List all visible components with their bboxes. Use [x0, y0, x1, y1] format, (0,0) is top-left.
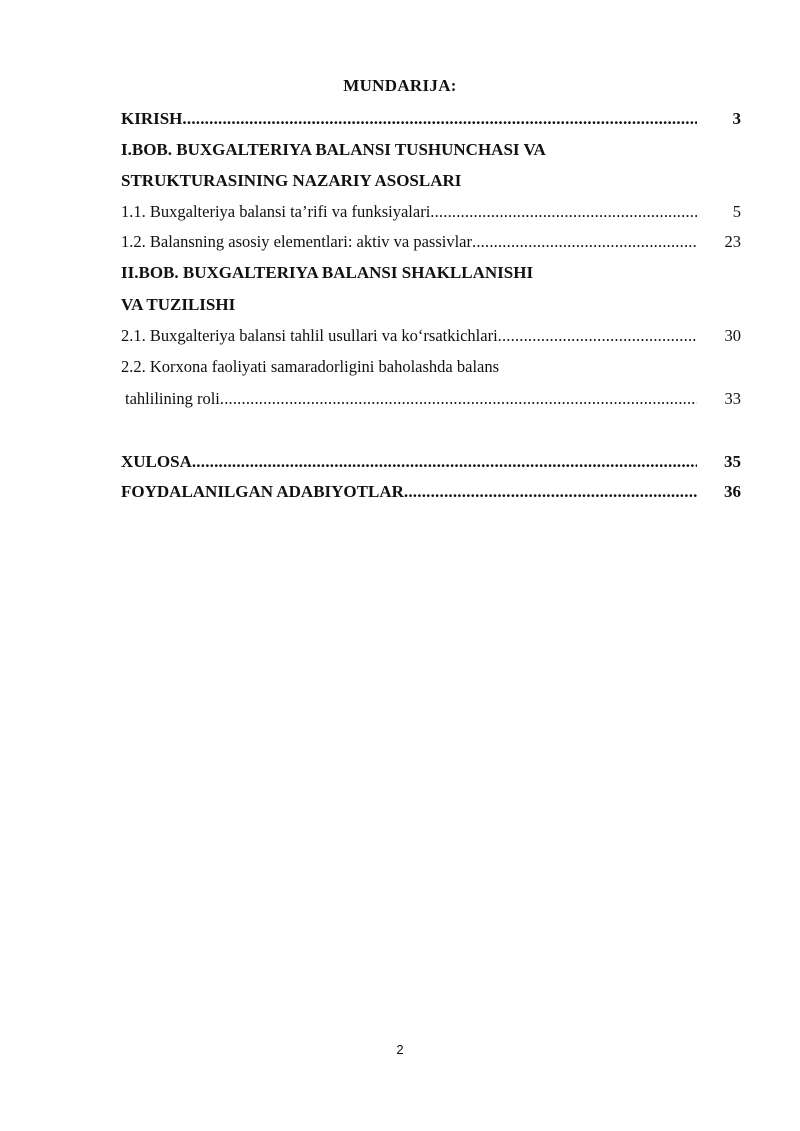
- page-number: 2: [396, 1042, 404, 1057]
- chapter-2-heading-line-2: VA TUZILISHI: [121, 295, 236, 314]
- toc-entry-label: 1.2. Balansning asosiy elementlari: aktiv va passivlar: [121, 232, 473, 251]
- dot-leader: [404, 480, 697, 504]
- toc-entry-1-2: [121, 230, 741, 254]
- toc-entry-2-2: [121, 387, 741, 411]
- dot-leader: [430, 200, 697, 224]
- toc-page-number: 35: [724, 452, 741, 471]
- toc-entry-references: [121, 480, 741, 504]
- toc-entry-conclusion: [121, 450, 741, 474]
- toc-entry-1-1: [121, 200, 741, 224]
- toc-entry-label: 2.1. Buxgalteriya balansi tahlil usullari va ko‘rsatkichlari: [121, 326, 498, 345]
- dot-leader: [192, 450, 697, 474]
- dot-leader: [472, 230, 697, 254]
- toc-page-number: 3: [732, 109, 741, 128]
- toc-title: MUNDARIJA:: [343, 76, 457, 95]
- toc-entry-intro: [121, 107, 741, 131]
- toc-page-number: 33: [724, 389, 741, 408]
- dot-leader: [220, 387, 697, 411]
- toc-entry-label: FOYDALANILGAN ADABIYOTLAR: [121, 482, 404, 501]
- toc-entry-2-1: [121, 324, 741, 348]
- chapter-1-heading-line-1: I.BOB. BUXGALTERIYA BALANSI TUSHUNCHASI VA: [121, 140, 546, 159]
- toc-entry-label: 1.1. Buxgalteriya balansi ta’rifi va funksiyalari: [121, 202, 431, 221]
- toc-entry-label: KIRISH: [121, 109, 183, 128]
- toc-page-number: 23: [724, 232, 741, 251]
- dot-leader: [498, 324, 697, 348]
- chapter-1-heading-line-2: STRUKTURASINING NAZARIY ASOSLARI: [121, 171, 462, 190]
- toc-page-number: 30: [724, 326, 741, 345]
- toc-page-number: 36: [724, 482, 741, 501]
- toc-entry-label: tahlilining roli: [125, 389, 220, 408]
- toc-entry-2-2-line-1: 2.2. Korxona faoliyati samaradorligini baholashda balans: [121, 357, 500, 376]
- chapter-2-heading-line-1: II.BOB. BUXGALTERIYA BALANSI SHAKLLANISHI: [121, 263, 534, 282]
- toc-page-number: 5: [732, 202, 741, 221]
- toc-entry-label: XULOSA: [121, 452, 192, 471]
- dot-leader: [182, 107, 697, 131]
